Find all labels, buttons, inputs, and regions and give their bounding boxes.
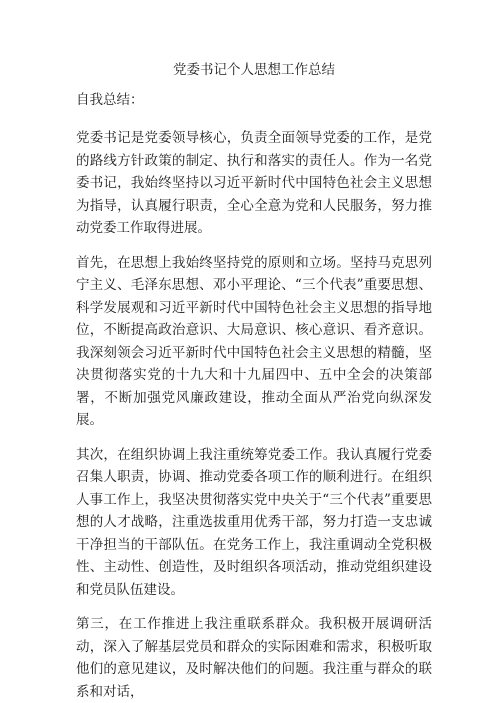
greeting-line: 自我总结： bbox=[76, 92, 144, 108]
paragraph-3: 其次，在组织协调上我注重统筹党委工作。我认真履行党委召集人职责，协调、推动党委各项工作的顺利进行。在组织人事工作上，我坚决贯彻落实党中央关于“三个代表”重要思想的人才战略，注重选拔重用优秀干部，努力打造一支忠诚干净担当的干部队伍。在党务工作上，我注重调动全党积极性、主动性、创造性，及时组织各项活动，推动党组织建设和党员队伍建设。 bbox=[76, 446, 432, 598]
paragraph-1: 党委书记是党委领导核心，负责全面领导党委的工作，是党的路线方针政策的制定、执行和落实的责任人。作为一名党委书记，我始终坚持以习近平新时代中国特色社会主义思想为指导，认真履行职责，全心全意为党和人民服务，努力推动党委工作取得进展。 bbox=[76, 130, 432, 236]
paragraph-2: 首先，在思想上我始终坚持党的原则和立场。坚持马克思列宁主义、毛泽东思想、邓小平理论、“三个代表”重要思想、科学发展观和习近平新时代中国特色社会主义思想的指导地位，不断提高政治意识、大局意识、核心意识、看齐意识。我深刻领会习近平新时代中国特色社会主义思想的精髓，坚决贯彻落实党的十九大和十九届四中、五中全会的决策部署，不断加强党风廉政建设，推动全面从严治党向纵深发展。 bbox=[76, 254, 432, 428]
document-title: 党委书记个人思想工作总结 bbox=[173, 62, 335, 78]
paragraph-4: 第三，在工作推进上我注重联系群众。我积极开展调研活动，深入了解基层党员和群众的实际困难和需求，积极听取他们的意见建议，及时解决他们的问题。我注重与群众的联系和对话， bbox=[76, 616, 432, 700]
